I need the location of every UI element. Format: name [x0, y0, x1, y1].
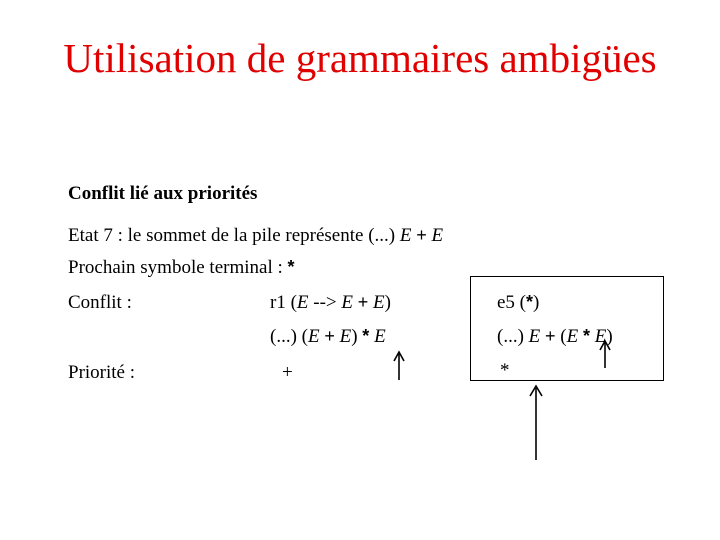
etat-text: Etat 7 : le sommet de la pile représente (...) — [68, 225, 400, 246]
conflit-label: Conflit : — [68, 292, 132, 313]
shift-symbol: * — [526, 292, 534, 312]
reduce-e2: E — [341, 292, 353, 313]
shift-expr-plus: + — [545, 326, 556, 346]
shift-pre: e5 ( — [497, 292, 527, 313]
shift-expr-pre: (...) — [497, 326, 529, 347]
prochain-text: Prochain symbole terminal : — [68, 257, 288, 278]
shift-expr-paren: ( — [560, 326, 567, 347]
etat-e2: E — [431, 225, 444, 246]
priorite-left-symbol: + — [282, 362, 293, 383]
shift-post: ) — [533, 292, 540, 313]
priorite-right-symbol: * — [500, 360, 510, 381]
shift-expr-post: ) — [606, 326, 613, 347]
shift-expr-e1: E — [528, 326, 541, 347]
etat-e1: E — [399, 225, 412, 246]
reduce-expr-mid: ) — [351, 326, 358, 347]
reduce-post: ) — [384, 292, 391, 313]
reduce-expr-star: * — [362, 326, 370, 346]
reduce-expr-plus: + — [324, 326, 335, 346]
reduce-expr-e3: E — [374, 326, 386, 347]
shift-expr-star: * — [582, 326, 590, 346]
shift-arrow-up — [600, 341, 610, 368]
shift-expr-e2: E — [566, 326, 579, 347]
reduce-plus: + — [357, 292, 369, 312]
shift-expr-e3: E — [594, 326, 607, 347]
reduce-expr-e1: E — [307, 326, 320, 347]
reduce-pre: r1 ( — [270, 292, 297, 313]
reduce-e1: E — [296, 292, 309, 313]
reduce-expr-pre: (...) ( — [270, 326, 308, 347]
priorite-label: Priorité : — [68, 362, 136, 383]
slide-title: Utilisation de grammaires ambigües — [63, 35, 657, 81]
priority-arrow-up — [530, 386, 542, 460]
prochain-symbol: * — [287, 257, 295, 277]
reduce-arrow-up — [394, 352, 404, 380]
reduce-e3: E — [373, 292, 385, 313]
section-heading: Conflit lié aux priorités — [68, 183, 258, 204]
reduce-arrow: --> — [308, 292, 342, 313]
etat-plus: + — [416, 225, 427, 245]
reduce-expr-e2: E — [339, 326, 352, 347]
